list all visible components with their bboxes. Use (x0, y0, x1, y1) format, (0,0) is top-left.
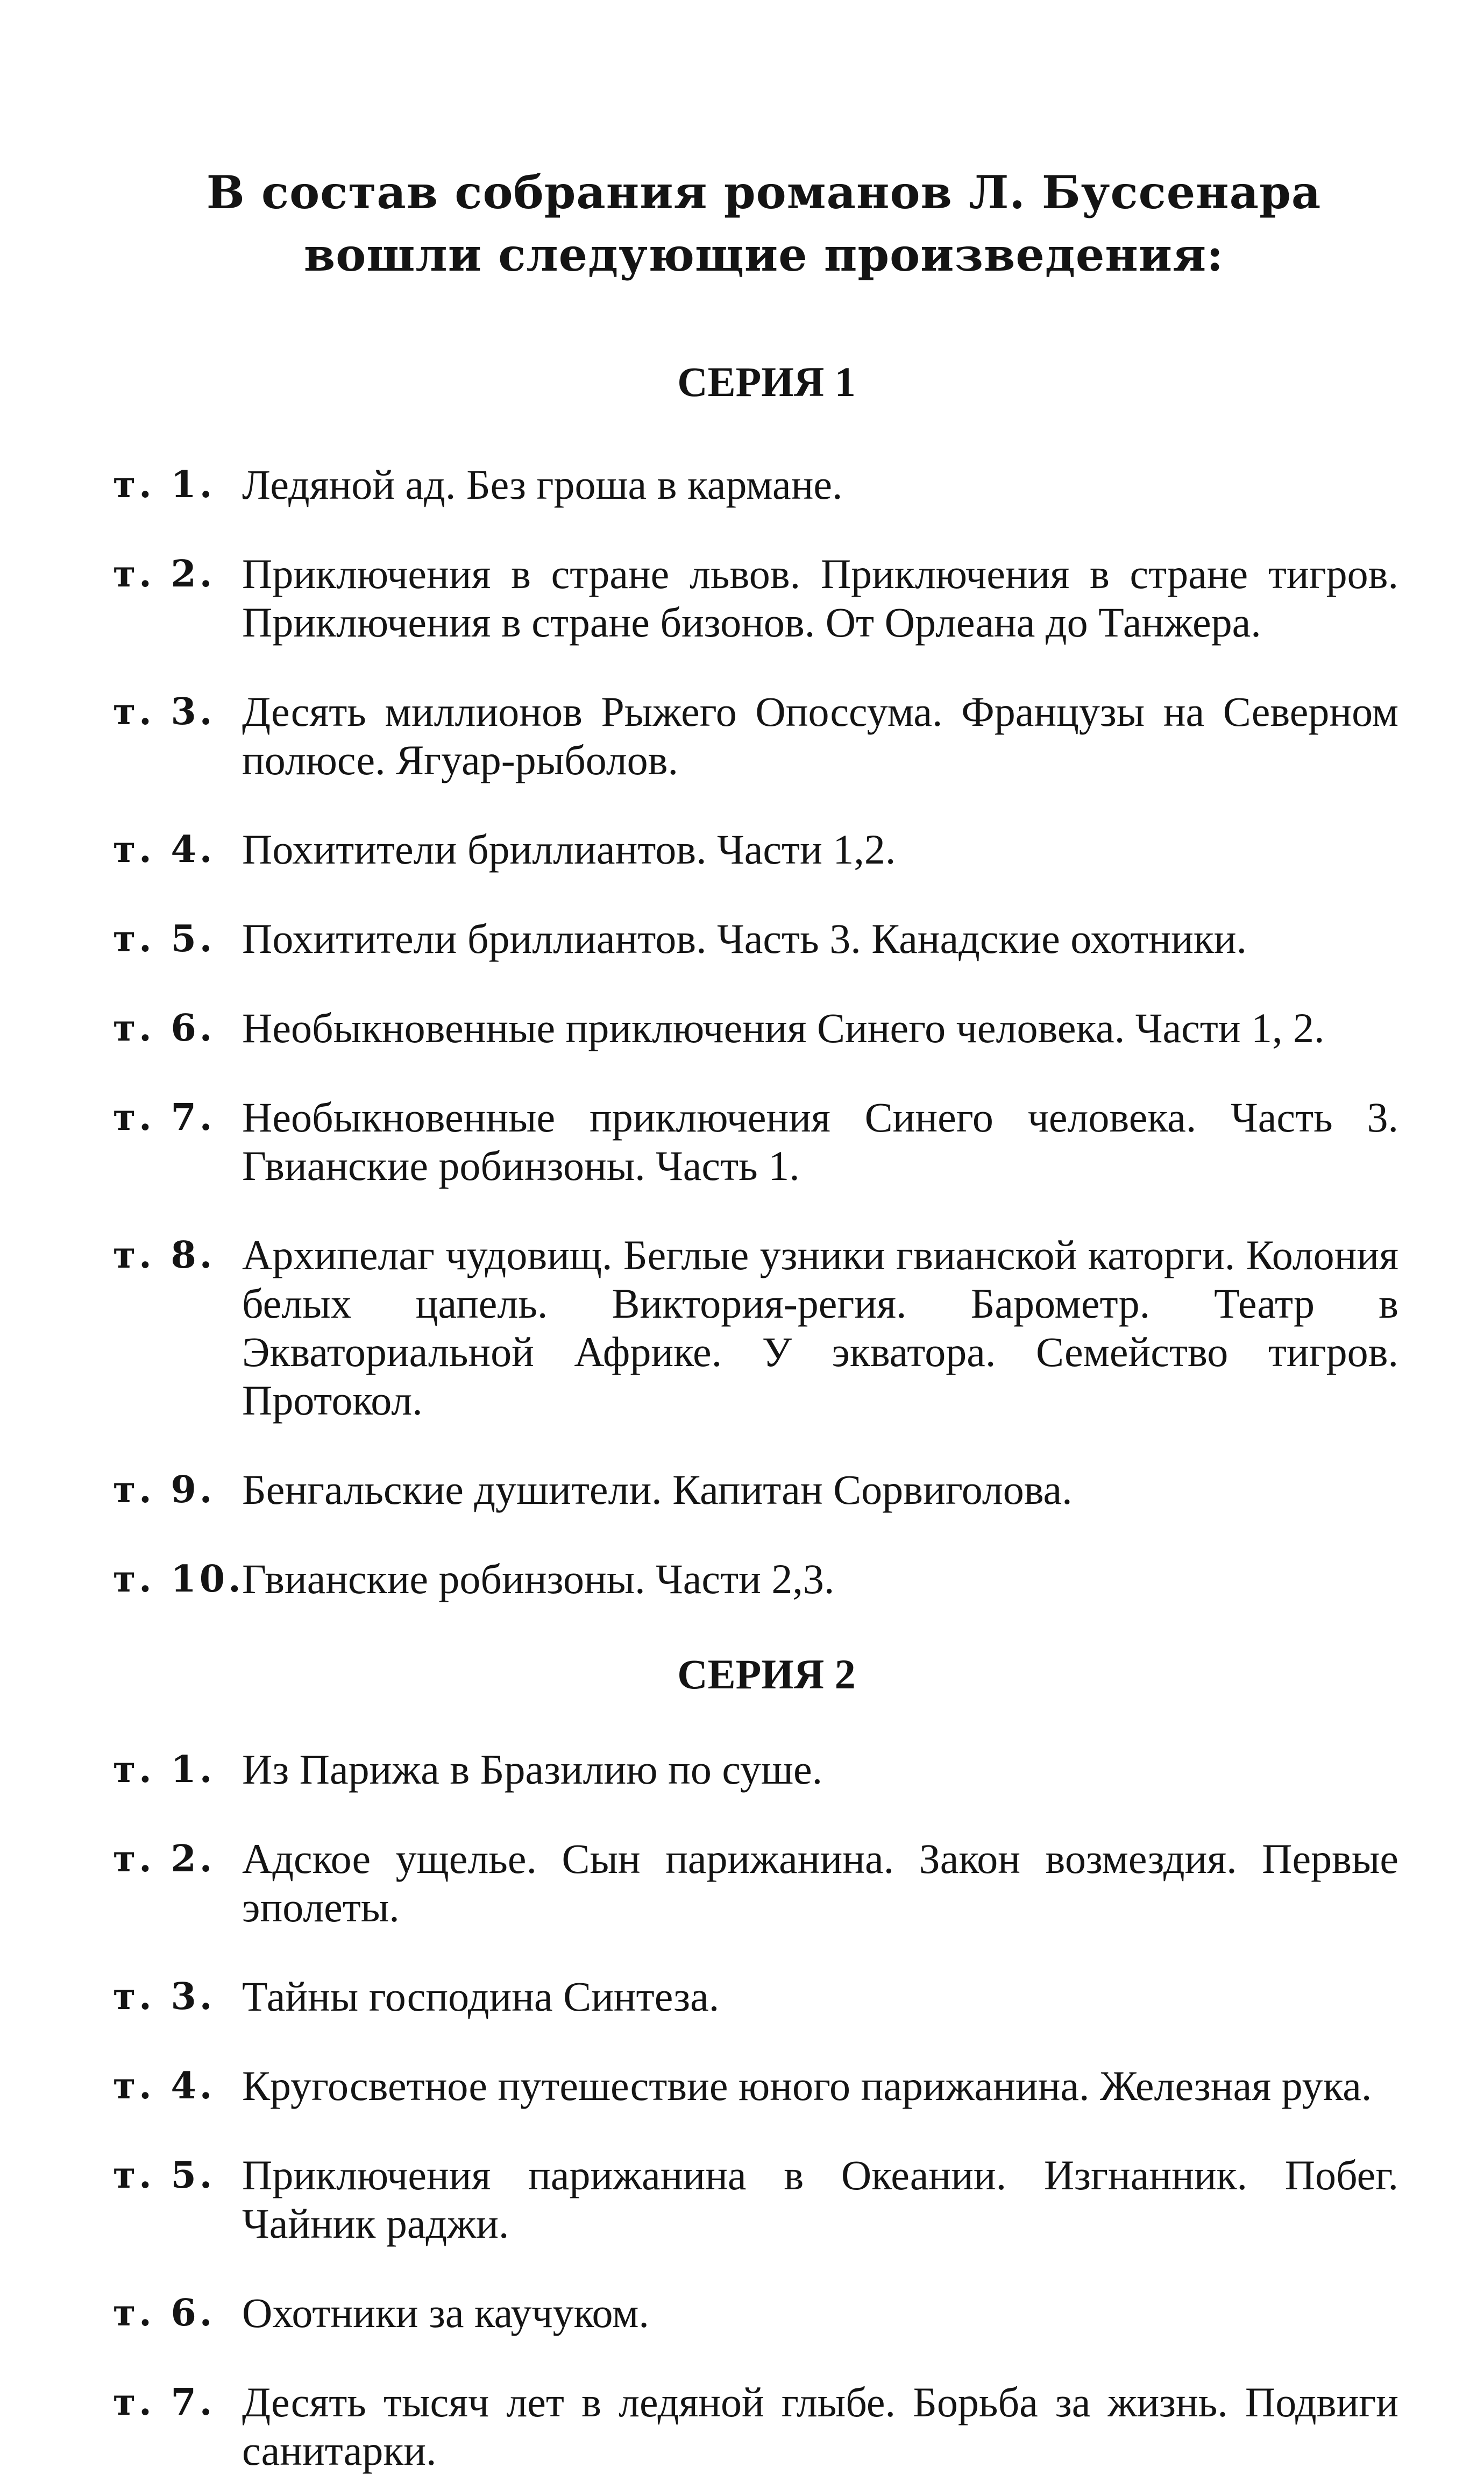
volume-contents: Кругосветное путешествие юного парижанина. Железная рука. (242, 2062, 1372, 2109)
volume-number: т. 5. (113, 2154, 216, 2197)
series-2-volume-2 (113, 1835, 1398, 1932)
volume-number: т. 9. (113, 1468, 216, 1511)
volume-number: т. 10. (113, 1558, 244, 1601)
volume-contents: Необыкновенные приключения Синего человека. Часть 3. Гвианские робинзоны. Часть 1. (242, 1094, 1398, 1189)
series-1-volume-3 (113, 688, 1398, 784)
volume-contents: Архипелаг чудовищ. Беглые узники гвианской каторги. Колония белых цапель. Виктория-регия. Барометр. Театр в Экваториальной Африке. У экватора. Семейство тигров. Протокол. (242, 1232, 1398, 1424)
series-2-volume-7 (113, 2378, 1398, 2475)
series-1-volume-8 (113, 1231, 1398, 1425)
book-page (113, 161, 1398, 2475)
series-2-volume-6 (113, 2289, 1398, 2337)
series-1-volume-6 (113, 1004, 1398, 1052)
series-2-volume-5 (113, 2151, 1398, 2248)
volume-number: т. 6. (113, 1007, 216, 1050)
series-1-volume-4 (113, 825, 1398, 874)
volume-number: т. 5. (113, 917, 216, 960)
series-2 (113, 1647, 1398, 2475)
volume-contents: Гвианские робинзоны. Части 2,3. (242, 1555, 835, 1602)
series-1-volume-9 (113, 1466, 1398, 1514)
volume-number: т. 3. (113, 690, 216, 733)
volume-number: т. 7. (113, 2381, 216, 2424)
volume-number: т. 2. (113, 553, 216, 596)
title-line-2: вошли следующие произведения: (303, 228, 1224, 281)
volume-contents: Бенгальские душители. Капитан Сорвиголова. (242, 1466, 1073, 1513)
volume-contents: Адское ущелье. Сын парижанина. Закон возмездия. Первые эполеты. (242, 1835, 1398, 1930)
series-1-heading: СЕРИЯ 1 (677, 358, 856, 405)
volume-number: т. 4. (113, 2064, 216, 2108)
volume-contents: Десять миллионов Рыжего Опоссума. Французы на Северном полюсе. Ягуар-рыболов. (242, 688, 1398, 783)
volume-number: т. 3. (113, 1975, 216, 2018)
series-2-heading: СЕРИЯ 2 (677, 1651, 856, 1698)
series-1-volume-5 (113, 915, 1398, 963)
volume-contents: Тайны господина Синтеза. (242, 1973, 720, 2020)
volume-contents: Ледяной ад. Без гроша в кармане. (242, 461, 843, 508)
series-1 (113, 355, 1398, 1603)
volume-number: т. 6. (113, 2292, 216, 2335)
series-1-volume-10 (113, 1555, 1398, 1603)
series-1-volume-7 (113, 1093, 1398, 1190)
page-title (113, 161, 1398, 286)
volume-contents: Охотники за каучуком. (242, 2289, 649, 2336)
volume-number: т. 4. (113, 828, 216, 871)
series-1-volume-2 (113, 550, 1398, 647)
volume-contents: Десять тысяч лет в ледяной глыбе. Борьба за жизнь. Подвиги санитарки. (242, 2379, 1398, 2474)
volume-contents: Из Парижа в Бразилию по суше. (242, 1746, 823, 1793)
series-2-volume-1 (113, 1745, 1398, 1794)
volume-contents: Похитители бриллиантов. Части 1,2. (242, 826, 896, 873)
volume-contents: Приключения в стране львов. Приключения в стране тигров. Приключения в стране бизонов. От Орлеана до Танжера. (242, 550, 1398, 646)
series-2-volume-3 (113, 1972, 1398, 2021)
volume-number: т. 8. (113, 1234, 216, 1277)
series-2-volume-4 (113, 2062, 1398, 2110)
volume-contents: Приключения парижанина в Океании. Изгнанник. Побег. Чайник раджи. (242, 2152, 1398, 2247)
series-1-volume-1 (113, 461, 1398, 509)
volume-number: т. 2. (113, 1837, 216, 1880)
title-line-1: В состав собрания романов Л. Буссенара (206, 166, 1322, 219)
volume-number: т. 1. (113, 1748, 216, 1791)
volume-number: т. 7. (113, 1096, 216, 1139)
volume-contents: Необыкновенные приключения Синего человека. Части 1, 2. (242, 1005, 1325, 1051)
volume-number: т. 1. (113, 463, 216, 506)
volume-contents: Похитители бриллиантов. Часть 3. Канадские охотники. (242, 915, 1247, 962)
